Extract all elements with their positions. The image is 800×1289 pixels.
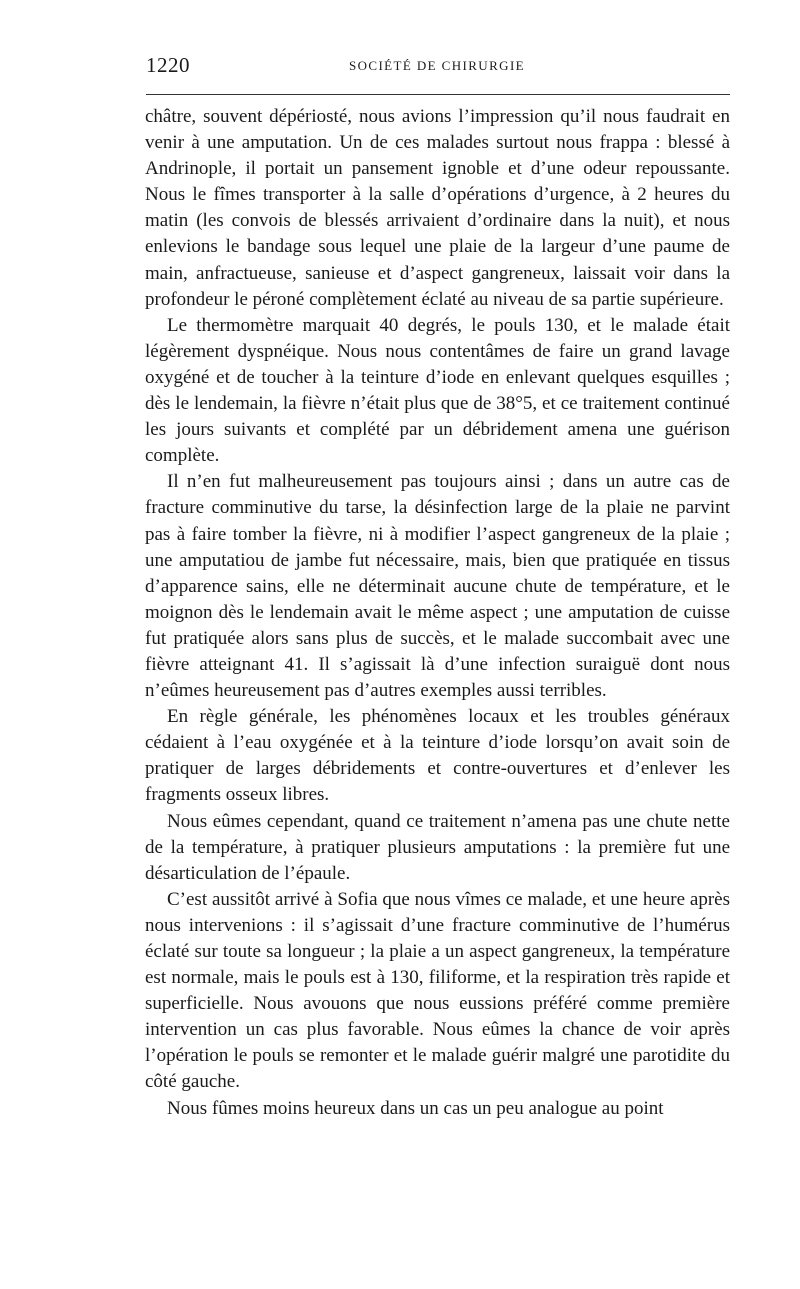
paragraph: Il n’en fut malheureusement pas toujours ainsi ; dans un autre cas de fracture comminutive du tarse, la désinfection large de la plaie ne parvint pas à faire tomber la fièvre, ni à modifier l’aspect gangreneux de la plaie ; une amputatiou de jambe fut nécessaire, mais, bien que pratiquée en tissus d’apparence sains, elle ne déterminait aucune chute de température, et le moignon dès le lendemain avait le même aspect ; une amputation de cuisse fut pratiquée alors sans plus de succès, et le malade succombait avec une fièvre atteignant 41. Il s’agissait là d’une infection suraiguë dont nous n’eûmes heureusement pas d’autres exemples aussi terribles.: [145, 471, 730, 702]
paragraph: Nous fûmes moins heureux dans un cas un peu analogue au point: [167, 1097, 664, 1119]
body-text: [145, 104, 730, 1122]
paragraph: châtre, souvent dépériosté, nous avions l’impression qu’il nous faudrait en venir à une amputation. Un de ces malades surtout nous frappa : blessé à Andrinople, il portait un pansement ignoble et d’une odeur repoussante. Nous le fîmes transporter à la salle d’opérations d’urgence, à 2 heures du matin (les convois de blessés arrivaient d’ordinaire dans la nuit), et nous enlevions le bandage sous lequel une plaie de la largeur d’une paume de main, anfractueuse, sanieuse et d’aspect gangreneux, laissait voir dans la profondeur le péroné complètement éclaté au niveau de sa partie supérieure.: [145, 106, 730, 310]
running-title: SOCIÉTÉ DE CHIRURGIE: [348, 58, 526, 73]
page-number: 1220: [146, 53, 190, 77]
header-rule: [146, 94, 730, 95]
page-header: [146, 50, 728, 80]
paragraph: C’est aussitôt arrivé à Sofia que nous vîmes ce malade, et une heure après nous intervenions : il s’agissait d’une fracture comminutive de l’humérus éclaté sur toute sa longueur ; la plaie a un aspect gangreneux, la température est normale, mais le pouls est à 130, filiforme, et la respiration très rapide et superficielle. Nous avouons que nous eussions préféré comme première intervention un cas plus favorable. Nous eûmes la chance de voir après l’opération le pouls se remonter et le malade guérir malgré une parotidite du côté gauche.: [145, 888, 730, 1093]
paragraph: En règle générale, les phénomènes locaux et les troubles généraux cédaient à l’eau oxygénée et à la teinture d’iode lorsqu’on avait soin de pratiquer de larges débridements et contre-ouvertures et d’enlever les fragments osseux libres.: [145, 706, 730, 806]
paragraph: Le thermomètre marquait 40 degrés, le pouls 130, et le malade était légèrement dyspnéique. Nous nous contentâmes de faire un grand lavage oxygéné et de toucher à la teinture d’iode en enlevant quelques esquilles ; dès le lendemain, la fièvre n’était plus que de 38°5, et ce traitement continué les jours suivants et complété par un débridement amena une guérison complète.: [145, 314, 730, 467]
paragraph: Nous eûmes cependant, quand ce traitement n’amena pas une chute nette de la température, à pratiquer plusieurs amputations : la première fut une désarticulation de l’épaule.: [145, 810, 730, 884]
